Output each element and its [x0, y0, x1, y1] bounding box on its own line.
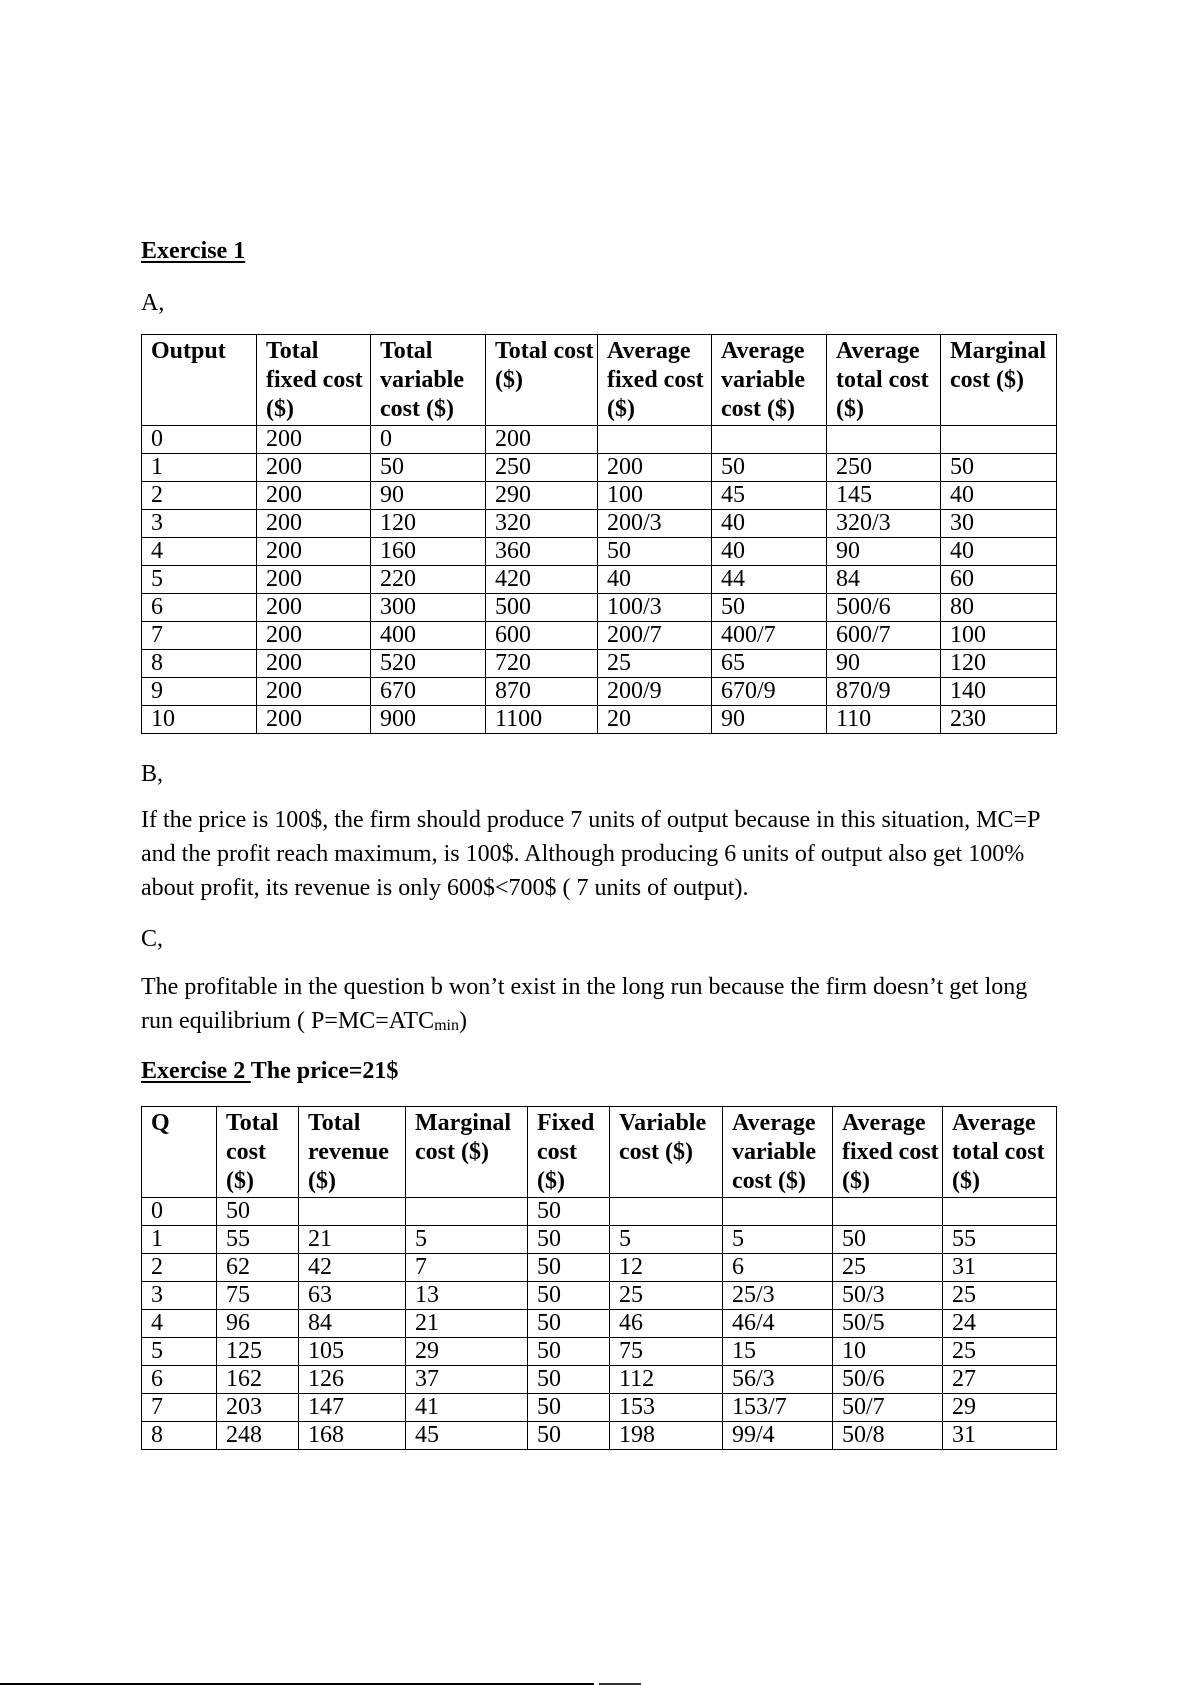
cell-average-total-cost: 870/9	[827, 678, 941, 706]
cell-average-fixed-cost	[598, 426, 712, 454]
cell-fixed-cost: 50	[528, 1198, 610, 1226]
cell-q: 8	[142, 1422, 217, 1450]
column-header-marginal-cost: Marginal cost ($)	[406, 1107, 528, 1198]
cell-average-total-cost: 600/7	[827, 622, 941, 650]
table-row	[142, 1198, 1057, 1226]
table-row	[142, 650, 1057, 678]
cell-average-total-cost: 29	[943, 1394, 1057, 1422]
cell-fixed-cost: 50	[528, 1310, 610, 1338]
cell-q: 3	[142, 1282, 217, 1310]
cell-average-fixed-cost: 25	[833, 1254, 943, 1282]
cell-average-variable-cost: 670/9	[712, 678, 827, 706]
cell-total-variable-cost: 160	[371, 538, 486, 566]
cell-q: 1	[142, 1226, 217, 1254]
cell-output: 6	[142, 594, 257, 622]
cell-output: 2	[142, 482, 257, 510]
cell-average-total-cost: 25	[943, 1338, 1057, 1366]
cell-average-fixed-cost: 40	[598, 566, 712, 594]
exercise-1-heading	[141, 237, 245, 265]
cell-marginal-cost: 13	[406, 1282, 528, 1310]
cell-fixed-cost: 50	[528, 1422, 610, 1450]
cell-total-variable-cost: 670	[371, 678, 486, 706]
cell-average-fixed-cost: 50/3	[833, 1282, 943, 1310]
cell-total-fixed-cost: 200	[257, 650, 371, 678]
cell-output: 8	[142, 650, 257, 678]
cell-average-variable-cost: 6	[723, 1254, 833, 1282]
cell-total-cost: 250	[486, 454, 598, 482]
cell-total-revenue: 147	[299, 1394, 406, 1422]
cell-variable-cost: 5	[610, 1226, 723, 1254]
table-row	[142, 1366, 1057, 1394]
cell-average-fixed-cost: 50/8	[833, 1422, 943, 1450]
cell-average-total-cost: 145	[827, 482, 941, 510]
cell-average-variable-cost: 50	[712, 454, 827, 482]
cell-marginal-cost: 100	[941, 622, 1057, 650]
cell-output: 1	[142, 454, 257, 482]
cell-total-cost: 870	[486, 678, 598, 706]
cell-average-total-cost: 90	[827, 538, 941, 566]
column-header-average-total-cost: Average total cost ($)	[943, 1107, 1057, 1198]
cell-q: 0	[142, 1198, 217, 1226]
cell-average-variable-cost: 25/3	[723, 1282, 833, 1310]
cell-average-variable-cost: 15	[723, 1338, 833, 1366]
cell-total-fixed-cost: 200	[257, 678, 371, 706]
cell-average-total-cost: 500/6	[827, 594, 941, 622]
cell-total-variable-cost: 220	[371, 566, 486, 594]
cell-marginal-cost: 7	[406, 1254, 528, 1282]
cell-marginal-cost: 40	[941, 538, 1057, 566]
cell-total-revenue: 105	[299, 1338, 406, 1366]
cell-marginal-cost: 37	[406, 1366, 528, 1394]
table-row	[142, 678, 1057, 706]
cell-average-total-cost: 84	[827, 566, 941, 594]
cell-variable-cost: 153	[610, 1394, 723, 1422]
cell-average-fixed-cost: 50	[598, 538, 712, 566]
cell-average-fixed-cost: 200	[598, 454, 712, 482]
cell-average-fixed-cost: 200/3	[598, 510, 712, 538]
cell-marginal-cost: 41	[406, 1394, 528, 1422]
cell-average-fixed-cost: 10	[833, 1338, 943, 1366]
cell-average-total-cost: 27	[943, 1366, 1057, 1394]
cell-marginal-cost: 45	[406, 1422, 528, 1450]
table-row	[142, 510, 1057, 538]
part-b-answer: If the price is 100$, the firm should produce 7 units of output because in this situation, MC=P and the profit reach maximum, is 100$. Although producing 6 units of output also get 100% about profit, its revenue is only 600$<700$ ( 7 units of output).	[141, 807, 1040, 901]
cell-q: 5	[142, 1338, 217, 1366]
cell-fixed-cost: 50	[528, 1366, 610, 1394]
table-row	[142, 566, 1057, 594]
cell-average-variable-cost: 99/4	[723, 1422, 833, 1450]
cell-total-cost: 290	[486, 482, 598, 510]
cell-marginal-cost: 230	[941, 706, 1057, 734]
cell-average-total-cost: 24	[943, 1310, 1057, 1338]
cell-average-fixed-cost: 50/5	[833, 1310, 943, 1338]
cell-marginal-cost: 50	[941, 454, 1057, 482]
cell-average-variable-cost	[712, 426, 827, 454]
cell-total-revenue: 63	[299, 1282, 406, 1310]
cell-average-variable-cost: 40	[712, 538, 827, 566]
cell-total-cost: 200	[486, 426, 598, 454]
cell-fixed-cost: 50	[528, 1282, 610, 1310]
table-header-row	[142, 1107, 1057, 1198]
exercise-1-cost-table	[141, 334, 1057, 734]
cell-total-revenue: 126	[299, 1366, 406, 1394]
cell-total-cost: 600	[486, 622, 598, 650]
cell-marginal-cost: 5	[406, 1226, 528, 1254]
cell-total-cost: 55	[217, 1226, 299, 1254]
cell-total-cost: 720	[486, 650, 598, 678]
cell-average-fixed-cost: 200/9	[598, 678, 712, 706]
cell-average-variable-cost: 56/3	[723, 1366, 833, 1394]
cell-output: 4	[142, 538, 257, 566]
cell-average-fixed-cost: 100	[598, 482, 712, 510]
column-header-marginal-cost: Marginal cost ($)	[941, 335, 1057, 426]
cell-output: 9	[142, 678, 257, 706]
cell-output: 5	[142, 566, 257, 594]
table-row	[142, 454, 1057, 482]
cell-variable-cost: 75	[610, 1338, 723, 1366]
cell-average-total-cost	[827, 426, 941, 454]
column-header-total-revenue: Total revenue ($)	[299, 1107, 406, 1198]
cell-fixed-cost: 50	[528, 1254, 610, 1282]
cell-total-cost: 125	[217, 1338, 299, 1366]
cell-marginal-cost: 120	[941, 650, 1057, 678]
cell-total-revenue: 84	[299, 1310, 406, 1338]
exercise-2-price: The price=21$	[250, 1058, 399, 1084]
cell-marginal-cost: 140	[941, 678, 1057, 706]
cell-average-variable-cost	[723, 1198, 833, 1226]
cell-marginal-cost: 80	[941, 594, 1057, 622]
cell-total-fixed-cost: 200	[257, 426, 371, 454]
cell-average-total-cost: 55	[943, 1226, 1057, 1254]
column-header-fixed-cost: Fixed cost ($)	[528, 1107, 610, 1198]
cell-average-total-cost: 320/3	[827, 510, 941, 538]
cell-average-variable-cost: 400/7	[712, 622, 827, 650]
cell-average-total-cost: 250	[827, 454, 941, 482]
exercise-2-heading	[141, 1057, 398, 1085]
cell-total-fixed-cost: 200	[257, 622, 371, 650]
cell-average-variable-cost: 153/7	[723, 1394, 833, 1422]
part-c-text-end: )	[458, 1008, 467, 1034]
cell-q: 2	[142, 1254, 217, 1282]
cell-average-variable-cost: 46/4	[723, 1310, 833, 1338]
column-header-average-total-cost: Average total cost ($)	[827, 335, 941, 426]
cell-total-cost: 75	[217, 1282, 299, 1310]
table-row	[142, 1422, 1057, 1450]
cell-q: 7	[142, 1394, 217, 1422]
cell-average-variable-cost: 65	[712, 650, 827, 678]
cell-average-total-cost: 25	[943, 1282, 1057, 1310]
cell-total-variable-cost: 50	[371, 454, 486, 482]
cell-average-fixed-cost: 200/7	[598, 622, 712, 650]
cell-average-variable-cost: 5	[723, 1226, 833, 1254]
cell-marginal-cost: 40	[941, 482, 1057, 510]
part-c-subscript: min	[434, 1017, 459, 1034]
cell-total-variable-cost: 0	[371, 426, 486, 454]
column-header-total-cost: Total cost ($)	[486, 335, 598, 426]
cell-total-variable-cost: 300	[371, 594, 486, 622]
column-header-total-cost: Total cost ($)	[217, 1107, 299, 1198]
exercise-2-cost-table	[141, 1106, 1057, 1450]
table-row	[142, 1338, 1057, 1366]
table-header-row	[142, 335, 1057, 426]
cell-variable-cost: 198	[610, 1422, 723, 1450]
cell-total-variable-cost: 90	[371, 482, 486, 510]
cell-marginal-cost	[941, 426, 1057, 454]
cell-total-fixed-cost: 200	[257, 594, 371, 622]
column-header-average-variable-cost: Average variable cost ($)	[723, 1107, 833, 1198]
cell-total-cost: 248	[217, 1422, 299, 1450]
cell-output: 10	[142, 706, 257, 734]
column-header-output: Output	[142, 335, 257, 426]
cell-variable-cost: 12	[610, 1254, 723, 1282]
cell-average-variable-cost: 45	[712, 482, 827, 510]
column-header-average-variable-cost: Average variable cost ($)	[712, 335, 827, 426]
cell-total-cost: 360	[486, 538, 598, 566]
cell-total-fixed-cost: 200	[257, 706, 371, 734]
cell-average-fixed-cost: 50	[833, 1226, 943, 1254]
table-row	[142, 622, 1057, 650]
column-header-average-fixed-cost: Average fixed cost ($)	[833, 1107, 943, 1198]
part-a-label: A,	[141, 290, 165, 316]
cell-total-fixed-cost: 200	[257, 538, 371, 566]
exercise-2-title: Exercise 2	[141, 1058, 251, 1084]
cell-q: 4	[142, 1310, 217, 1338]
cell-total-fixed-cost: 200	[257, 510, 371, 538]
cell-average-fixed-cost: 50/6	[833, 1366, 943, 1394]
cell-total-variable-cost: 900	[371, 706, 486, 734]
cell-total-cost: 162	[217, 1366, 299, 1394]
table-row	[142, 1394, 1057, 1422]
part-b-label: B,	[141, 761, 164, 787]
cell-total-variable-cost: 400	[371, 622, 486, 650]
cell-total-cost: 62	[217, 1254, 299, 1282]
cell-fixed-cost: 50	[528, 1394, 610, 1422]
cell-total-cost: 96	[217, 1310, 299, 1338]
cell-variable-cost: 25	[610, 1282, 723, 1310]
cell-variable-cost	[610, 1198, 723, 1226]
cell-marginal-cost	[406, 1198, 528, 1226]
cell-total-revenue: 21	[299, 1226, 406, 1254]
cell-average-variable-cost: 50	[712, 594, 827, 622]
cell-total-cost: 320	[486, 510, 598, 538]
cell-total-cost: 420	[486, 566, 598, 594]
part-c-answer	[141, 970, 1041, 1041]
cell-average-total-cost: 31	[943, 1254, 1057, 1282]
cell-total-fixed-cost: 200	[257, 482, 371, 510]
cell-total-cost: 1100	[486, 706, 598, 734]
cell-fixed-cost: 50	[528, 1338, 610, 1366]
cell-average-total-cost: 31	[943, 1422, 1057, 1450]
cell-average-total-cost: 110	[827, 706, 941, 734]
cell-total-variable-cost: 120	[371, 510, 486, 538]
column-header-average-fixed-cost: Average fixed cost ($)	[598, 335, 712, 426]
cell-output: 0	[142, 426, 257, 454]
table-row	[142, 706, 1057, 734]
table-row	[142, 594, 1057, 622]
part-c-label: C,	[141, 926, 164, 952]
cell-average-total-cost: 90	[827, 650, 941, 678]
table-row	[142, 538, 1057, 566]
cell-total-cost: 50	[217, 1198, 299, 1226]
cell-total-variable-cost: 520	[371, 650, 486, 678]
cell-variable-cost: 46	[610, 1310, 723, 1338]
cell-total-cost: 500	[486, 594, 598, 622]
cell-average-fixed-cost	[833, 1198, 943, 1226]
cell-fixed-cost: 50	[528, 1226, 610, 1254]
cell-total-revenue: 42	[299, 1254, 406, 1282]
table-row	[142, 1254, 1057, 1282]
cell-average-variable-cost: 40	[712, 510, 827, 538]
cell-marginal-cost: 30	[941, 510, 1057, 538]
cell-output: 7	[142, 622, 257, 650]
cell-average-fixed-cost: 100/3	[598, 594, 712, 622]
table-row	[142, 1282, 1057, 1310]
cell-total-revenue	[299, 1198, 406, 1226]
table-row	[142, 1310, 1057, 1338]
cell-marginal-cost: 21	[406, 1310, 528, 1338]
cell-total-fixed-cost: 200	[257, 454, 371, 482]
table-row	[142, 426, 1057, 454]
cell-average-total-cost	[943, 1198, 1057, 1226]
cell-total-fixed-cost: 200	[257, 566, 371, 594]
column-header-variable-cost: Variable cost ($)	[610, 1107, 723, 1198]
cell-average-fixed-cost: 20	[598, 706, 712, 734]
table-row	[142, 1226, 1057, 1254]
cell-output: 3	[142, 510, 257, 538]
cell-total-cost: 203	[217, 1394, 299, 1422]
cell-total-revenue: 168	[299, 1422, 406, 1450]
cell-q: 6	[142, 1366, 217, 1394]
column-header-q: Q	[142, 1107, 217, 1198]
cell-average-variable-cost: 90	[712, 706, 827, 734]
cell-average-variable-cost: 44	[712, 566, 827, 594]
cell-variable-cost: 112	[610, 1366, 723, 1394]
column-header-total-fixed-cost: Total fixed cost ($)	[257, 335, 371, 426]
cell-average-fixed-cost: 25	[598, 650, 712, 678]
exercise-1-title: Exercise 1	[141, 238, 246, 264]
table-row	[142, 482, 1057, 510]
part-c-text: The profitable in the question b won’t exist in the long run because the firm doesn’t get long run equilibrium ( P=MC=ATC	[141, 974, 1028, 1034]
column-header-total-variable-cost: Total variable cost ($)	[371, 335, 486, 426]
cell-marginal-cost: 29	[406, 1338, 528, 1366]
cell-average-fixed-cost: 50/7	[833, 1394, 943, 1422]
cell-marginal-cost: 60	[941, 566, 1057, 594]
